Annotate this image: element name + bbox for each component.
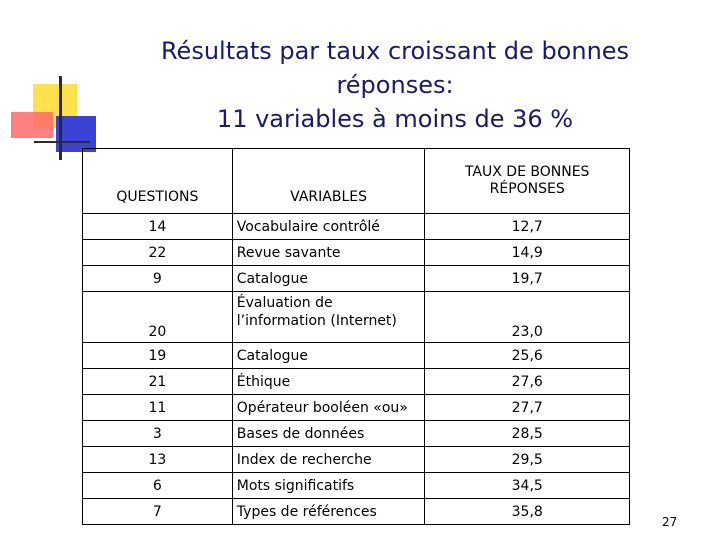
vertical-line-decoration <box>59 76 62 160</box>
taux-cell: 28,5 <box>425 421 630 447</box>
table-row <box>83 421 630 447</box>
blue-square-decoration <box>56 116 96 152</box>
taux-cell: 14,9 <box>425 240 630 266</box>
table-row <box>83 499 630 525</box>
table-row <box>83 240 630 266</box>
header-taux <box>425 149 630 214</box>
taux-cell: 27,6 <box>425 369 630 395</box>
variable-cell: Revue savante <box>232 240 425 266</box>
table-row <box>83 292 630 343</box>
variable-line-2: l’information (Internet) <box>236 313 397 329</box>
question-cell: 21 <box>83 369 233 395</box>
question-cell: 3 <box>83 421 233 447</box>
table-row <box>83 473 630 499</box>
header-taux-line-1: TAUX DE BONNES <box>464 164 590 180</box>
taux-cell: 12,7 <box>425 214 630 240</box>
page-number: 27 <box>662 515 678 529</box>
header-questions: QUESTIONS <box>83 149 233 214</box>
variable-cell: Vocabulaire contrôlé <box>232 214 425 240</box>
question-cell: 6 <box>83 473 233 499</box>
taux-cell: 35,8 <box>425 499 630 525</box>
horizontal-line-decoration <box>34 141 90 143</box>
question-cell: 14 <box>83 214 233 240</box>
variable-cell: Bases de données <box>232 421 425 447</box>
slide-decoration <box>0 0 120 170</box>
title-line-3: 11 variables à moins de 36 % <box>216 105 574 133</box>
question-cell: 20 <box>83 292 233 343</box>
variable-cell: Éthique <box>232 369 425 395</box>
variable-cell: Mots significatifs <box>232 473 425 499</box>
taux-cell: 29,5 <box>425 447 630 473</box>
taux-cell: 27,7 <box>425 395 630 421</box>
variable-line-1: Évaluation de <box>236 295 333 311</box>
question-cell: 13 <box>83 447 233 473</box>
table-row <box>83 369 630 395</box>
question-cell: 22 <box>83 240 233 266</box>
variable-cell <box>232 292 425 343</box>
header-variables: VARIABLES <box>232 149 425 214</box>
table-header-row <box>83 149 630 214</box>
table-row <box>83 266 630 292</box>
variable-cell: Catalogue <box>232 266 425 292</box>
variable-cell: Types de références <box>232 499 425 525</box>
table-row <box>83 214 630 240</box>
taux-cell: 25,6 <box>425 343 630 369</box>
question-cell: 11 <box>83 395 233 421</box>
table-row <box>83 343 630 369</box>
table-row <box>83 395 630 421</box>
title-line-2: réponses: <box>336 71 454 99</box>
header-taux-line-2: RÉPONSES <box>489 181 565 197</box>
red-square-decoration <box>11 112 53 138</box>
slide-title <box>110 34 680 136</box>
question-cell: 19 <box>83 343 233 369</box>
results-table <box>82 148 630 525</box>
variable-cell: Catalogue <box>232 343 425 369</box>
question-cell: 7 <box>83 499 233 525</box>
table-row <box>83 447 630 473</box>
question-cell: 9 <box>83 266 233 292</box>
taux-cell: 19,7 <box>425 266 630 292</box>
taux-cell: 34,5 <box>425 473 630 499</box>
title-line-1: Résultats par taux croissant de bonnes <box>160 37 630 65</box>
variable-cell: Index de recherche <box>232 447 425 473</box>
variable-cell: Opérateur booléen «ou» <box>232 395 425 421</box>
taux-cell: 23,0 <box>425 292 630 343</box>
